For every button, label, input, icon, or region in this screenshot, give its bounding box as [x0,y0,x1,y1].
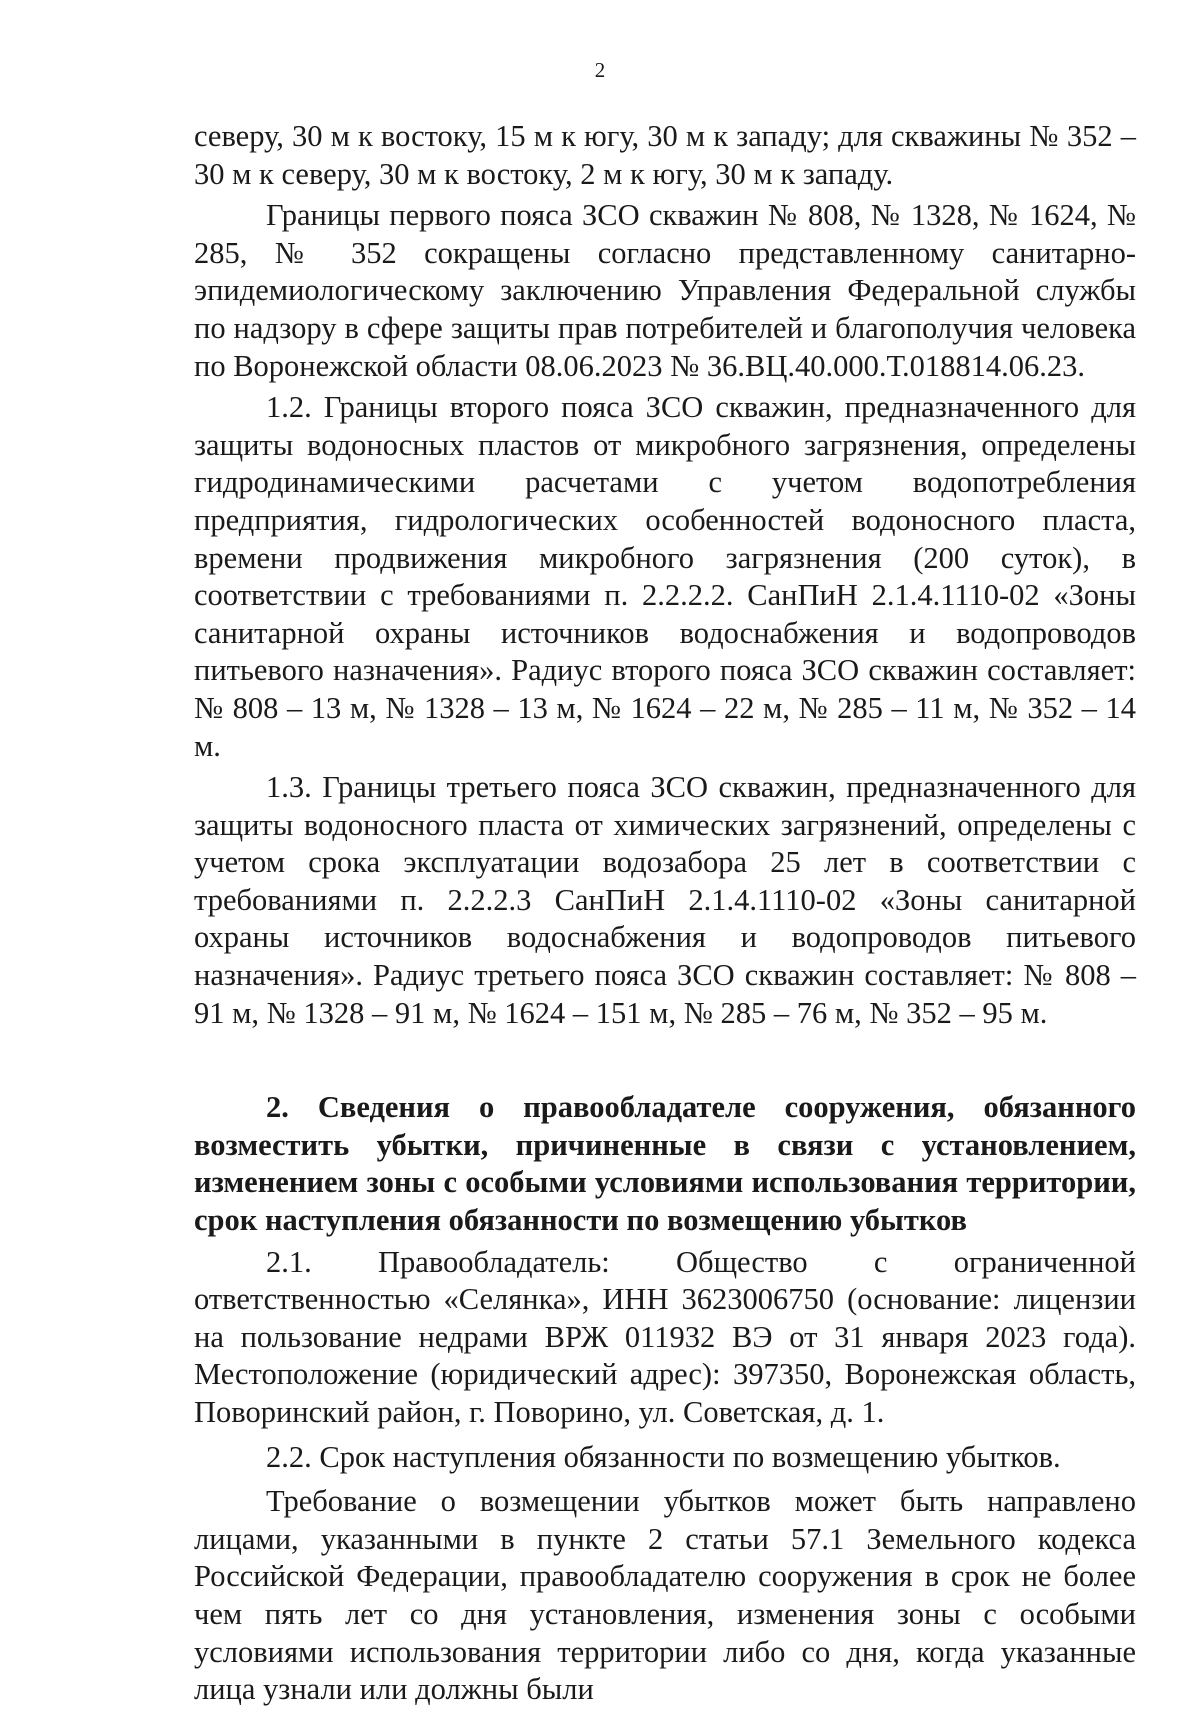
paragraph-1-3-third-belt: 1.3. Границы третьего пояса ЗСО скважин, предназначенного для защиты водоносного пласта от химических загрязнений, определены с учетом срока эксплуатации водозабора 25 лет в соответствии с требованиями п. 2.2.2.3 СанПиН 2.1.4.1110-02 «Зоны санитарной охраны источников водоснабжения и водопроводов питьевого назначения». Радиус третьего пояса ЗСО скважин составляет: № 808 – 91 м, № 1328 – 91 м, № 1624 – 151 м, № 285 – 76 м, № 352 – 95 м. [194,770,1136,1030]
paragraph-2-1-rightholder: 2.1. Правообладатель: Общество с ограниченной ответственностью «Селянка», ИНН 3623006750 (основание: лицензии на пользование недрами ВРЖ 011932 ВЭ от 31 января 2023 года). Местоположение (юридический адрес): 397350, Воронежская область, Поворинский район, г. Поворино, ул. Советская, д. 1. [194,1244,1136,1429]
document-body [194,118,1136,1709]
paragraph-first-belt-reduction: Границы первого пояса ЗСО скважин № 808, № 1328, № 1624, № 285, № 352 сокращены согласно представленному санитарно-эпидемиологическому заключению Управления Федеральной службы по надзору в сфере защиты прав потребителей и благополучия человека по Воронежской области 08.06.2023 № 36.ВЦ.40.000.Т.018814.06.23. [194,198,1136,383]
paragraph-1-2-second-belt: 1.2. Границы второго пояса ЗСО скважин, предназначенного для защиты водоносных пластов от микробного загрязнения, определены гидродинамическими расчетами с учетом водопотребления предприятия, гидрологических особенностей водоносного пласта, времени продвижения микробного загрязнения (200 суток), в соответствии с требованиями п. 2.2.2.2. СанПиН 2.1.4.1110-02 «Зоны санитарной охраны источников водоснабжения и водопроводов питьевого назначения». Радиус второго пояса ЗСО скважин составляет: № 808 – 13 м, № 1328 – 13 м, № 1624 – 22 м, № 285 – 11 м, № 352 – 14 м. [194,390,1136,763]
page-number: 2 [594,58,606,82]
paragraph-2-2-deadline: 2.2. Срок наступления обязанности по возмещению убытков. [266,1439,1061,1474]
section-2-heading: 2. Сведения о правообладателе сооружения, обязанного возместить убытки, причиненные в связи с установлением, изменением зоны с особыми условиями использования территории, срок наступления обязанности по возмещению убытков [194,1090,1136,1238]
paragraph-continuation: северу, 30 м к востоку, 15 м к югу, 30 м к западу; для скважины № 352 – 30 м к северу, 30 м к востоку, 2 м к югу, 30 м к западу. [194,119,1136,191]
paragraph-compensation-claim: Требование о возмещении убытков может быть направлено лицами, указанными в пункте 2 статьи 57.1 Земельного кодекса Российской Федерации, правообладателю сооружения в срок не более чем пять лет со дня установления, изменения зоны с особыми условиями использования территории либо со дня, когда указанные лица узнали или должны были [194,1484,1136,1707]
